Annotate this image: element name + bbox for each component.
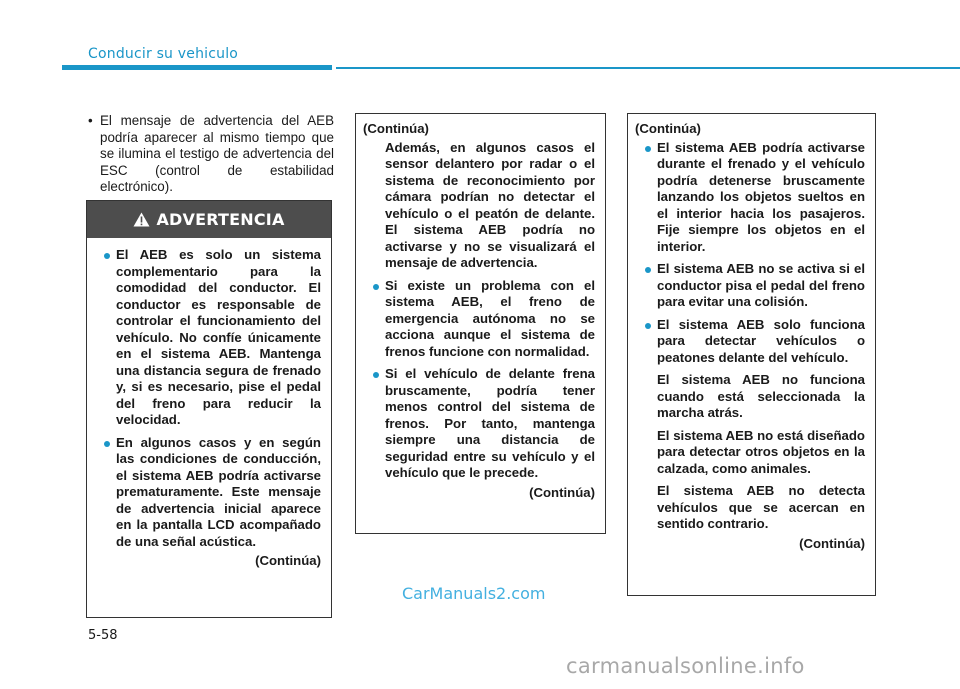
bullet-glyph: •	[88, 113, 93, 128]
warning-title: ADVERTENCIA	[156, 210, 285, 229]
footer-site-link[interactable]: carmanualsonline.info	[566, 654, 805, 678]
panel-3-list	[644, 140, 865, 533]
panel-2-list	[372, 140, 595, 482]
panel-3-item: El sistema AEB solo funciona para detectar vehículos o peatones delante del vehículo.	[644, 317, 865, 367]
warning-item: En algunos casos y en según las condiciones de conducción, el sistema AEB podría activarse prematuramente. Este mensaje de advertencia inicial aparece en la pantalla LCD acompañado de una señal acústica.	[103, 435, 321, 551]
warning-item: El AEB es solo un sistema complementario para la comodidad del conductor. El conductor es responsable de controlar el funcionamiento del vehículo. No confíe únicamente en el sistema AEB. Mantenga una distancia segura de frenado y, si es necesario, pise el pedal del freno para reducir la velocidad.	[103, 247, 321, 429]
panel-2-body	[356, 114, 605, 501]
warning-header	[87, 201, 331, 238]
header-rule-thick	[62, 65, 332, 70]
intro-list	[88, 113, 334, 196]
header-rule-thin	[336, 67, 960, 69]
intro-text: El mensaje de advertencia del AEB podría aparecer al mismo tiempo que se ilumina el testigo de advertencia del ESC (control de estabilidad electrónico).	[100, 113, 334, 195]
section-title: Conducir su vehiculo	[88, 46, 239, 62]
panel-2-item: Si el vehículo de delante frena bruscamente, podría tener menos control del sistema de frenos. Por tanto, mantenga siempre una distancia de seguridad entre su vehículo y el vehículo que le precede.	[372, 366, 595, 482]
continued-label: (Continúa)	[363, 121, 429, 136]
panel-3-note: El sistema AEB no funciona cuando está seleccionada la marcha atrás.	[657, 372, 865, 420]
page-number: 5-58	[88, 628, 118, 643]
warning-list	[103, 247, 321, 550]
continues-label: (Continúa)	[529, 484, 595, 500]
panel-3-note: El sistema AEB no detecta vehículos que se acercan en sentido contrario.	[657, 483, 865, 531]
panel-3-note: El sistema AEB no está diseñado para detectar otros objetos en la calzada, como animales.	[657, 427, 865, 476]
continued-panel-2	[355, 113, 606, 534]
continues-label: (Continúa)	[799, 535, 865, 551]
continued-panel-3	[627, 113, 876, 596]
warning-box	[86, 200, 332, 618]
panel-3-body	[628, 114, 875, 552]
panel-3-item: El sistema AEB podría activarse durante el frenado y el vehículo podría detenerse bruscamente lanzando los objetos sueltos en el interior hacia los pasajeros. Fije siempre los objetos en el interior.	[644, 140, 865, 256]
warning-triangle-icon	[133, 212, 150, 227]
continues-label: (Continúa)	[255, 553, 321, 568]
panel-2-item: Si existe un problema con el sistema AEB, el freno de emergencia autónoma no se acciona aunque el sistema de frenos funcione con normalidad.	[372, 278, 595, 361]
watermark-link[interactable]: CarManuals2.com	[402, 584, 546, 603]
warning-body	[87, 238, 331, 570]
panel-2-lead: Además, en algunos casos el sensor delantero por radar o el sistema de reconocimiento por cámara podrían no detectar el vehículo o el peatón de delante. El sistema AEB podría no activarse y no se visualizará el mensaje de advertencia.	[385, 139, 595, 270]
continued-label: (Continúa)	[635, 121, 701, 136]
intro-item	[88, 113, 334, 196]
panel-3-item: El sistema AEB no se activa si el conductor pisa el pedal del freno para evitar una colisión.	[644, 261, 865, 311]
